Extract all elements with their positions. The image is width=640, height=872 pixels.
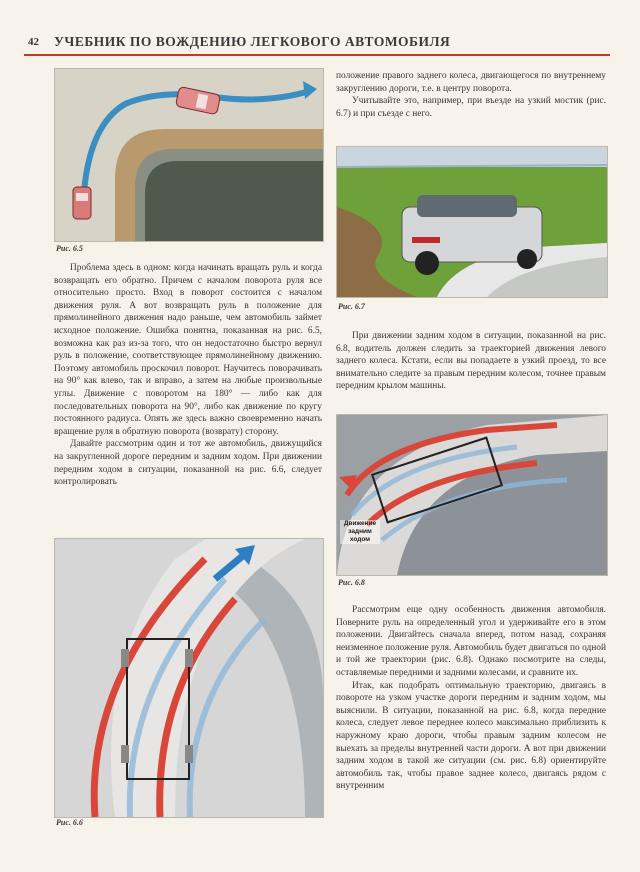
caption-fig-6-7: Рис. 6.7 — [338, 302, 365, 311]
paragraph-right-4: Рассмотрим еще одну особенность движения автомобиля. Поверните руль на определенный угол и удерживайте его в этом положении. Двигайтесь сначала вперед, потом назад, сохраняя неизменное положение руля. Автомобиль будет двигаться по одной и той же траектории (рис. 6.8). Однако посмотрите на следы, оставляемые передними и задними колесами, и сравните их. — [336, 605, 606, 678]
caption-fig-6-6: Рис. 6.6 — [56, 818, 83, 827]
paragraph-left-2: Давайте рассмотрим один и тот же автомобиль, движущийся на закругленной дороге передним и задним ходом. При движении передним ходом в ситуации, показанной на рис. 6.6, следует контролировать — [54, 439, 322, 488]
right-column-bottom-text — [336, 604, 606, 848]
caption-fig-6-8: Рис. 6.8 — [338, 578, 365, 587]
car-start-icon — [73, 187, 91, 219]
figure-6-8-label: Движение задним ходом — [340, 520, 380, 544]
page-number: 42 — [28, 36, 39, 48]
paragraph-right-2: Учитывайте это, например, при въезде на узкий мостик (рис. 6.7) и при съезде с него. — [336, 96, 606, 119]
figure-6-6 — [54, 538, 324, 818]
left-column-text — [54, 262, 322, 534]
paragraph-right-1: положение правого заднего колеса, двигающегося по внутреннему закруглению дороги, т.е. в центру поворота. — [336, 71, 606, 94]
right-column-mid-text — [336, 330, 606, 416]
header-rule — [24, 54, 610, 56]
paragraph-left-1: Проблема здесь в одном: когда начинать вращать руль и когда возвращать его обратно. Причем с началом поворота руля все относительно просто. Вход в поворот состоится с началом движения руля. А вот возвращать руль в положение для прямолинейного движения надо раньше, чем автомобиль займет исходное положение. Ошибка понятна, показанная на рис. 6.5, возможна как раз из-за того, что он недостаточно быстро вернул руль в положение, соответствующее прямолинейному движению. Поэтому автомобиль проскочил поворот. Научитесь поворачивать на 90° как влево, так и вправо, а затем на любые произвольные углы. Движение с поворотом на 180° — либо как для последовательных поворота на 90°, либо как движение по кругу постоянного радиуса. Опять же здесь важно своевременно начать вращение руля в обратную поворота (возврату) сторону. — [54, 263, 322, 437]
caption-fig-6-5: Рис. 6.5 — [56, 244, 83, 253]
figure-6-5 — [54, 68, 324, 242]
paragraph-right-3: При движении задним ходом в ситуации, показанной на рис. 6.8, водитель должен следить за траекторией движения левого заднего колеса. Кстати, если вы попадаете в узкий проезд, то все внимательно следите за правым передним колесом, точнее правым передним крылом машины. — [336, 331, 606, 392]
paragraph-right-5: Итак, как подобрать оптимальную траекторию, двигаясь в повороте на узком участке дороги передним и задним ходом, мы выяснили. В ситуации, показанной на рис. 6.8, когда передние колеса, следует левое переднее колесо максимально приблизить к наружному краю дороги, чтобы правым задним колесом не выехать за пределы внутренней части дороги. А вот при движении задним ходом в такой же ситуации (см. рис. 6.8) ориентируйте автомобиль так, чтобы правое заднее колесо, двигаясь рядом с внутренним — [336, 680, 606, 792]
page-header — [24, 30, 610, 56]
figure-6-8 — [336, 414, 608, 576]
running-title: УЧЕБНИК ПО ВОЖДЕНИЮ ЛЕГКОВОГО АВТОМОБИЛЯ — [54, 34, 451, 49]
right-column-top-text — [336, 70, 606, 138]
figure-6-7 — [336, 146, 608, 298]
